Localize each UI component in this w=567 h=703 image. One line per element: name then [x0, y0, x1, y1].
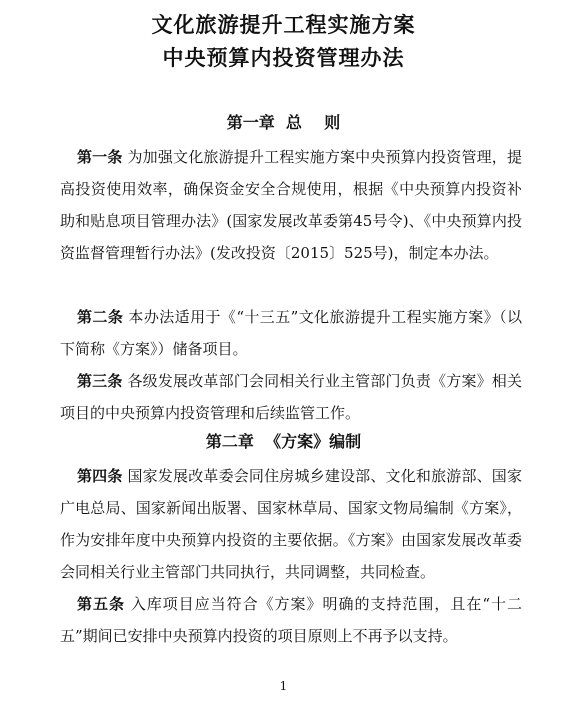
- chapter-1-heading: 第一章 总 则: [226, 113, 341, 132]
- article-2: [60, 301, 522, 365]
- article-4-text: 国家发展改革委会同住房城乡建设部、文化和旅游部、国家广电总局、国家新闻出版署、国家林草局、国家文物局编制《方案》，作为安排年度中央预算内投资的主要依据。《方案》由国家发展改革委会同相关行业主管部门共同执行，共同调整，共同检查。: [60, 467, 522, 581]
- article-2-text: 本办法适用于《“十三五”文化旅游提升工程实施方案》（以下简称《方案》）储备项目。: [60, 308, 522, 358]
- article-3-text: 各级发展改革部门会同相关行业主管部门负责《方案》相关项目的中央预算内投资管理和后续监管工作。: [60, 372, 522, 422]
- page-number: 1: [279, 679, 288, 693]
- article-5-label: 第五条: [77, 595, 125, 613]
- article-5-text: 入库项目应当符合《方案》明确的支持范围，且在“十二五”期间已安排中央预算内投资的项目原则上不再予以支持。: [60, 595, 522, 645]
- document-title-line2: 中央预算内投资管理办法: [162, 45, 405, 70]
- article-4: [60, 460, 522, 588]
- article-2-label: 第二条: [77, 308, 124, 326]
- article-3: [60, 365, 522, 429]
- article-1: [60, 141, 522, 269]
- document-title-line1: 文化旅游提升工程实施方案: [151, 12, 416, 37]
- chapter-2-heading: 第二章 《方案》编制: [205, 432, 362, 451]
- article-1-label: 第一条: [77, 148, 123, 166]
- article-4-label: 第四条: [77, 467, 123, 485]
- article-5: [60, 588, 522, 652]
- article-3-label: 第三条: [77, 372, 123, 390]
- article-1-text: 为加强文化旅游提升工程实施方案中央预算内投资管理，提高投资使用效率，确保资金安全合规使用，根据《中央预算内投资补助和贴息项目管理办法》(国家发展改革委第45号令)、《中央预算内投资监督管理暂行办法》(发改投资〔2015〕525号)，制定本办法。: [60, 148, 522, 262]
